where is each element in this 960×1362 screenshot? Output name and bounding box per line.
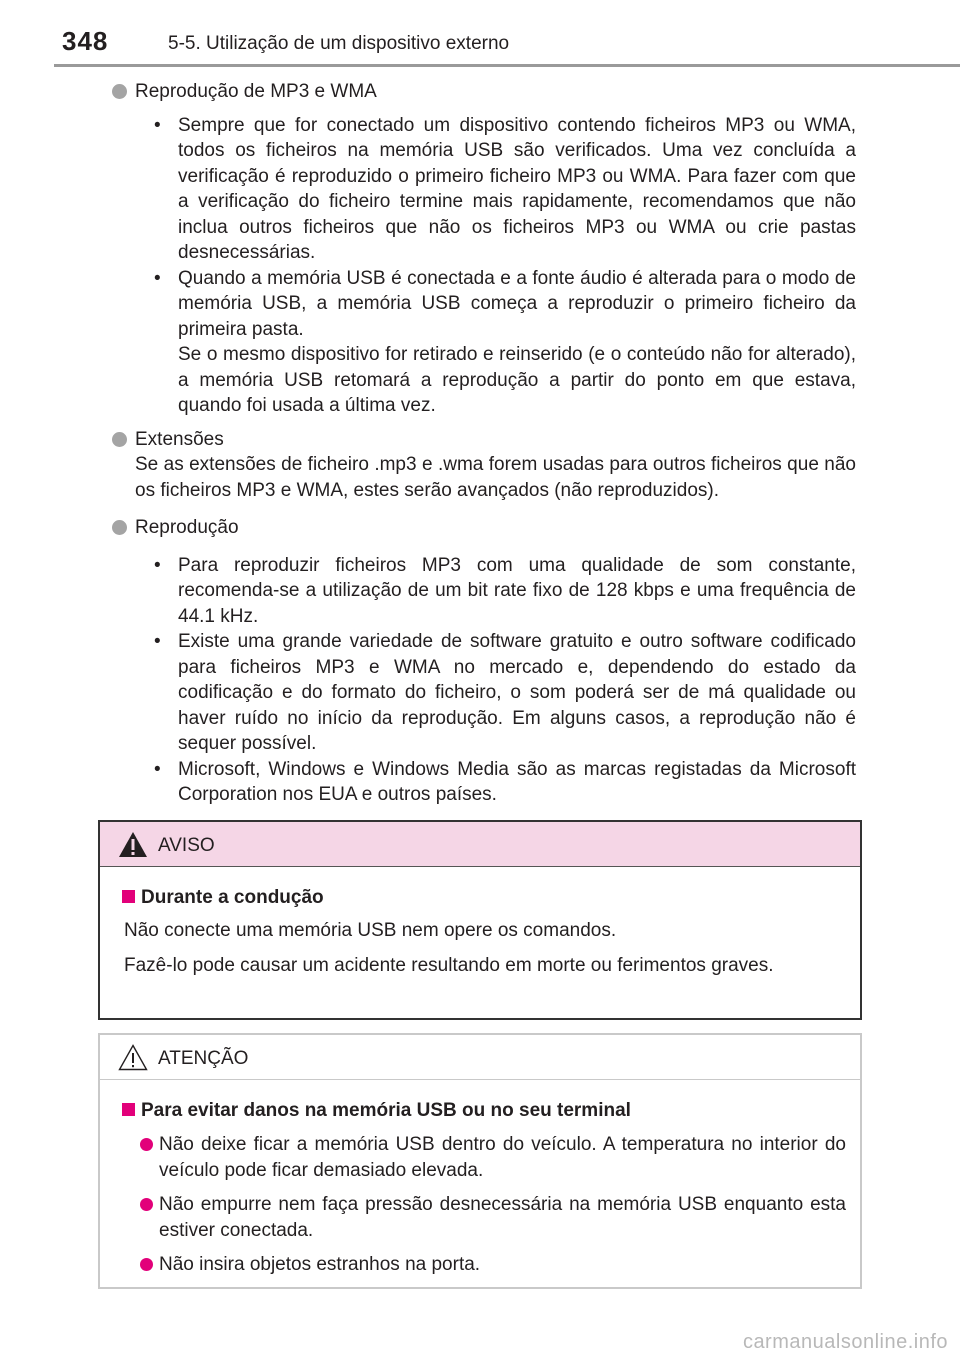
bullet-dot-icon bbox=[140, 1138, 153, 1151]
warning-paragraph: Fazê-lo pode causar um acidente resultando em morte ou ferimentos graves. bbox=[124, 955, 774, 976]
warning-box bbox=[98, 820, 862, 1020]
square-bullet-icon bbox=[122, 1103, 135, 1116]
item-title: Extensões bbox=[135, 428, 224, 450]
bullet-dot-icon bbox=[140, 1258, 153, 1271]
caution-subtitle: Para evitar danos na memória USB ou no seu terminal bbox=[141, 1100, 631, 1121]
bullet-icon: • bbox=[154, 267, 161, 289]
item-title: Reprodução bbox=[135, 517, 239, 538]
header-rule bbox=[54, 64, 960, 67]
caution-title: ATENÇÃO bbox=[158, 1048, 249, 1069]
warning-header bbox=[100, 822, 860, 867]
bullet-icon: • bbox=[154, 631, 161, 652]
list-item bbox=[112, 79, 856, 419]
page-header bbox=[0, 0, 960, 70]
sub-item: • Quando a memória USB é conectada e a fonte áudio é alterada para o modo de memória USB, a memória USB começa a reproduzir o primeiro ficheiro da primeira pasta. bbox=[154, 267, 856, 340]
page-number: 348 bbox=[62, 26, 109, 56]
watermark: carmanualsonline.info bbox=[742, 1331, 948, 1353]
caution-item: Não empurre nem faça pressão desnecessária na memória USB enquanto esta estiver conectada. bbox=[140, 1192, 846, 1244]
bullet-icon: • bbox=[154, 554, 161, 576]
sub-item: • Existe uma grande variedade de software gratuito e outro software codificado para ficheiros MP3 e WMA no mercado e, dependendo do estado da codificação e do formato do ficheiro, o som poderá ser de má qualidade ou haver ruído no início da reprodução. Em alguns casos, a reprodução não é sequer possível. bbox=[154, 631, 856, 754]
sub-item: • Sempre que for conectado um dispositivo contendo ficheiros MP3 ou WMA, todos os ficheiros na memória USB são verificados. Uma vez concluída a verificação é reproduzido o primeiro ficheiro MP3 ou WMA. Para fazer com que a verificação do ficheiro termine mais rapidamente, recomendamos que não inclua outros ficheiros que não os ficheiros MP3 ou WMA ou crie pastas desnecessárias. bbox=[154, 114, 856, 263]
list-item bbox=[112, 515, 856, 808]
bullet-dot-icon bbox=[112, 432, 127, 447]
bullet-dot-icon bbox=[140, 1198, 153, 1211]
warning-title: AVISO bbox=[158, 835, 215, 856]
warning-subtitle: Durante a condução bbox=[141, 887, 324, 908]
caution-box bbox=[98, 1033, 862, 1289]
item-text: Se as extensões de ficheiro .mp3 e .wma forem usadas para outros ficheiros que não os ficheiros MP3 e WMA, estes serão avançados (não reproduzidos). bbox=[135, 454, 856, 501]
bullet-dot-icon bbox=[112, 520, 127, 535]
bullet-icon: • bbox=[154, 758, 161, 780]
main-content bbox=[112, 79, 856, 808]
caution-item: Não deixe ficar a memória USB dentro do veículo. A temperatura no interior do veículo pode ficar demasiado elevada. bbox=[140, 1132, 846, 1184]
warning-triangle-icon bbox=[118, 831, 148, 858]
item-title: Reprodução de MP3 e WMA bbox=[135, 81, 377, 102]
sub-item: • Para reproduzir ficheiros MP3 com uma qualidade de som constante, recomenda-se a utilização de um bit rate fixo de 128 kbps e uma frequência de 44.1 kHz. bbox=[154, 554, 856, 627]
bullet-icon: • bbox=[154, 114, 161, 136]
square-bullet-icon bbox=[122, 890, 135, 903]
section-title: 5-5. Utilização de um dispositivo externo bbox=[168, 33, 510, 54]
caution-header bbox=[100, 1035, 860, 1080]
sub-item: • Microsoft, Windows e Windows Media são as marcas registadas da Microsoft Corporation nos EUA e outros países. bbox=[154, 758, 856, 805]
warning-paragraph: Não conecte uma memória USB nem opere os comandos. bbox=[124, 920, 617, 941]
list-item bbox=[112, 427, 856, 504]
caution-item: Não insira objetos estranhos na porta. bbox=[140, 1252, 846, 1278]
bullet-dot-icon bbox=[112, 84, 127, 99]
caution-triangle-icon bbox=[118, 1044, 148, 1071]
sub-item-continuation: Se o mesmo dispositivo for retirado e reinserido (e o conteúdo não for alterado), a memória USB retomará a reprodução a partir do ponto em que estava, quando foi usada a última vez. bbox=[178, 344, 856, 416]
